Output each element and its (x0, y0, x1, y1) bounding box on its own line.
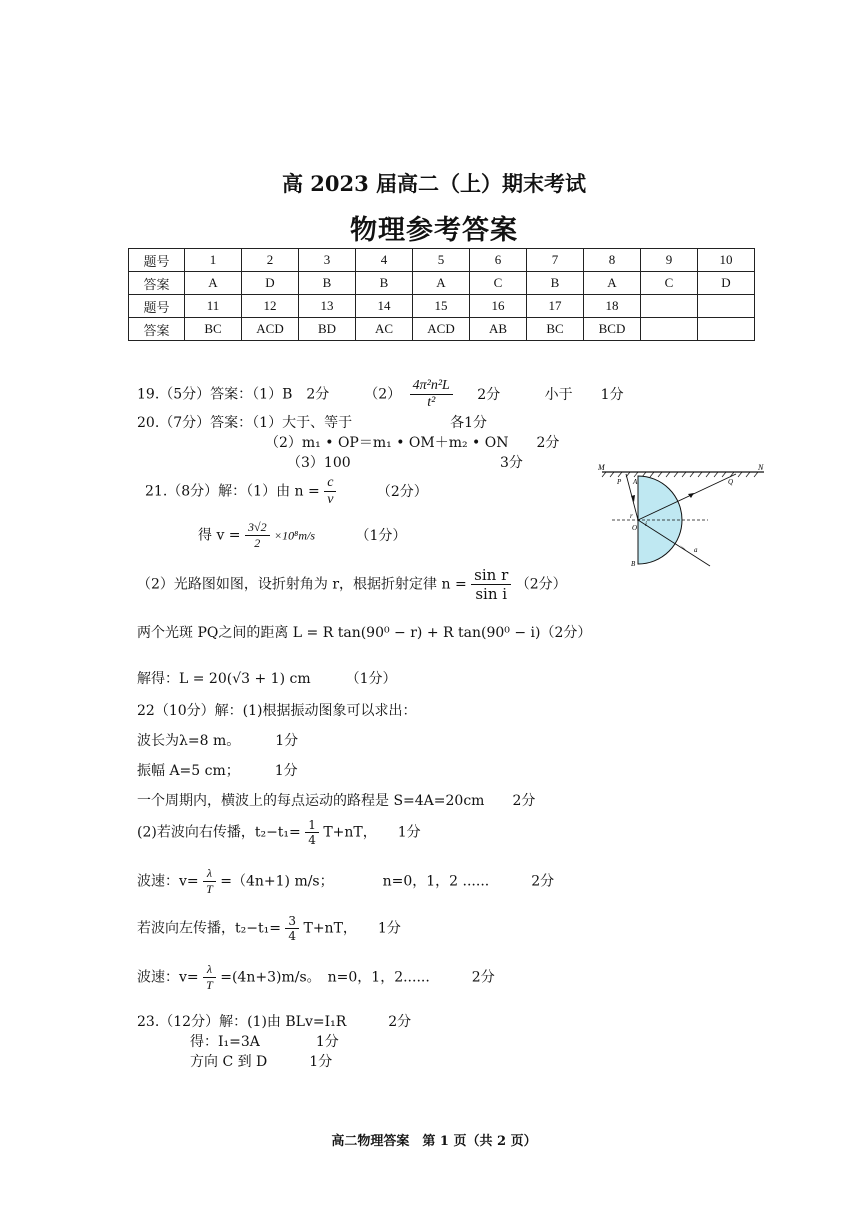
q22-l6-fraction (203, 866, 216, 897)
answer-table-cell: 3 (299, 249, 356, 272)
label-Q: Q (728, 478, 734, 486)
q19-frac-den: t² (427, 395, 436, 410)
answer-table-cell: 5 (413, 249, 470, 272)
label-M: M (598, 463, 605, 472)
q21-l2-score: （1分） (355, 527, 407, 544)
answer-table-cell: D (242, 272, 299, 295)
q21-line1 (145, 475, 428, 508)
q20-line3-score: 3分 (500, 455, 523, 471)
q21-l1-fraction (324, 475, 336, 508)
q23-line2: 得：I₁=3A 1分 (190, 1034, 339, 1050)
optics-diagram (598, 460, 770, 572)
q21-l1-num: c (324, 475, 336, 492)
q22-line3: 振幅 A=5 cm； 1分 (137, 763, 298, 779)
q21-l3-den: sin i (475, 585, 508, 603)
q22-l5-text: (2)若波向右传播，t₂−t₁= (137, 824, 301, 841)
answer-table-row (129, 318, 755, 341)
q22-l7-post: T+nT， 1分 (303, 920, 401, 937)
q22-line6 (137, 866, 554, 897)
answer-table-cell: 8 (584, 249, 641, 272)
answer-table-cell: 15 (413, 295, 470, 318)
page-footer: 高二物理答案 第 1 页（共 2 页） (331, 1134, 537, 1149)
answer-table-cell: BC (185, 318, 242, 341)
label-P: P (617, 478, 622, 486)
q21-line2 (198, 520, 406, 551)
q22-l6-num: λ (203, 866, 216, 882)
q21-line4: 两个光斑 PQ之间的距离 L = R tan(90⁰ − r) + R tan(90⁰ − i)（2分） (137, 625, 592, 641)
q19-score2: 2分 (477, 386, 501, 403)
label-N: N (758, 463, 764, 472)
q23-line3: 方向 C 到 D 1分 (190, 1054, 333, 1070)
answer-table-cell: 2 (242, 249, 299, 272)
label-A: A (633, 478, 638, 486)
label-B: B (631, 560, 636, 568)
answer-table-cell (641, 295, 698, 318)
q21-l1-den: v (327, 492, 334, 507)
q19-part3: 小于 1分 (544, 386, 624, 403)
answer-table-cell: AC (356, 318, 413, 341)
q22-line7 (137, 914, 401, 943)
document-subtitle: 物理参考答案 (350, 215, 518, 246)
answer-table-cell: A (413, 272, 470, 295)
answer-table-cell: A (584, 272, 641, 295)
q22-l7-num: 3 (285, 914, 299, 929)
q22-line5 (137, 818, 421, 847)
q19-lead: 19.（5分）答案：（1）B 2分 （2） (137, 386, 402, 403)
q19-line (137, 378, 624, 411)
answer-table-cell: B (527, 272, 584, 295)
answer-table-cell: BC (527, 318, 584, 341)
q22-line1: 22（10分）解：(1)根据振动图象可以求出： (137, 703, 417, 719)
answer-table-cell: 7 (527, 249, 584, 272)
answer-table-cell (641, 318, 698, 341)
q22-l8-num: λ (203, 962, 216, 978)
answer-table-cell: 16 (470, 295, 527, 318)
q21-l2-text: 得 v = (198, 527, 241, 544)
q22-l6-text: 波速：v= (137, 873, 199, 890)
q21-l3-score: （2分） (515, 576, 567, 593)
q22-l5-post: T+nT， 1分 (323, 824, 421, 841)
answer-table-cell: 1 (185, 249, 242, 272)
answer-table-cell: 12 (242, 295, 299, 318)
q22-l6-post: =（4n+1) m/s； n=0，1，2 ...... 2分 (220, 873, 555, 890)
q22-l7-fraction (285, 914, 299, 943)
q22-l8-fraction (203, 962, 216, 993)
answer-table-cell: ACD (242, 318, 299, 341)
answer-table-header-cell: 答案 (129, 272, 185, 295)
q22-l5-den: 4 (308, 833, 316, 847)
label-r: r (630, 512, 633, 520)
answer-table-cell: 18 (584, 295, 641, 318)
answer-table-header-cell: 答案 (129, 318, 185, 341)
q22-l7-text: 若波向左传播，t₂−t₁= (137, 920, 281, 937)
q21-l1-score: （2分） (376, 483, 428, 500)
answer-table-cell: 6 (470, 249, 527, 272)
answer-table-cell: BD (299, 318, 356, 341)
answer-table-cell: 17 (527, 295, 584, 318)
answer-table-cell: D (698, 272, 755, 295)
answer-table-cell: ACD (413, 318, 470, 341)
answer-table-cell: C (641, 272, 698, 295)
q22-l5-num: 1 (305, 818, 319, 833)
answer-table-header-cell: 题号 (129, 249, 185, 272)
answer-table-row (129, 295, 755, 318)
answer-table-row (129, 249, 755, 272)
q22-l8-text: 波速：v= (137, 969, 199, 986)
q22-l8-post: =(4n+3)m/s。 n=0，1，2...... 2分 (220, 969, 495, 986)
label-a: a (694, 546, 698, 554)
q21-l2-fraction (245, 520, 270, 551)
q19-frac-num: 4π²n²L (410, 378, 453, 395)
q22-l8-den: T (206, 978, 213, 992)
q21-l2-num: 3√2 (245, 520, 270, 536)
q21-line5: 解得：L = 20(√3 + 1) cm （1分） (137, 671, 397, 687)
q22-line8 (137, 962, 495, 993)
q21-l2-post: ×10⁸m/s (274, 528, 315, 543)
exam-title: 高 2023 届高二（上）期末考试 (281, 171, 587, 196)
q21-l1-text: 21.（8分）解：（1）由 n = (145, 483, 320, 500)
answer-table-cell: BCD (584, 318, 641, 341)
answer-table (128, 248, 755, 341)
answer-table-cell: 11 (185, 295, 242, 318)
answer-table-row (129, 272, 755, 295)
answer-table-cell: 13 (299, 295, 356, 318)
q22-l5-fraction (305, 818, 319, 847)
label-i: i (645, 520, 647, 528)
answer-table-cell: C (470, 272, 527, 295)
q21-l3-text: （2）光路图如图，设折射角为 r，根据折射定律 n = (137, 576, 467, 593)
answer-table-cell: 9 (641, 249, 698, 272)
answer-table-cell: AB (470, 318, 527, 341)
answer-table-cell: A (185, 272, 242, 295)
label-O: O (632, 524, 638, 532)
q20-line3: （3）100 (287, 455, 351, 471)
answer-table-header-cell: 题号 (129, 295, 185, 318)
q22-line4: 一个周期内，横波上的每点运动的路程是 S=4A=20cm 2分 (137, 793, 536, 809)
q21-l3-num: sin r (471, 566, 511, 585)
q22-line2: 波长为λ=8 m。 1分 (137, 733, 299, 749)
q21-l3-fraction (471, 566, 511, 603)
answer-table-cell: B (299, 272, 356, 295)
q21-l2-den: 2 (254, 536, 261, 550)
q20-line2: （2）m₁ • OP＝m₁ • OM＋m₂ • ON 2分 (265, 435, 560, 451)
answer-table-cell: 14 (356, 295, 413, 318)
q22-l6-den: T (206, 882, 213, 896)
answer-table-cell (698, 295, 755, 318)
q22-l7-den: 4 (288, 929, 297, 943)
answer-table-cell: 4 (356, 249, 413, 272)
q20-line1: 20.（7分）答案：（1）大于、等于 各1分 (137, 415, 487, 431)
answer-table-cell (698, 318, 755, 341)
answer-table-cell: B (356, 272, 413, 295)
q23-line1: 23.（12分）解：(1)由 BLv=I₁R 2分 (137, 1014, 412, 1030)
answer-table-cell: 10 (698, 249, 755, 272)
q19-fraction (410, 378, 453, 411)
q21-line3 (137, 566, 567, 603)
